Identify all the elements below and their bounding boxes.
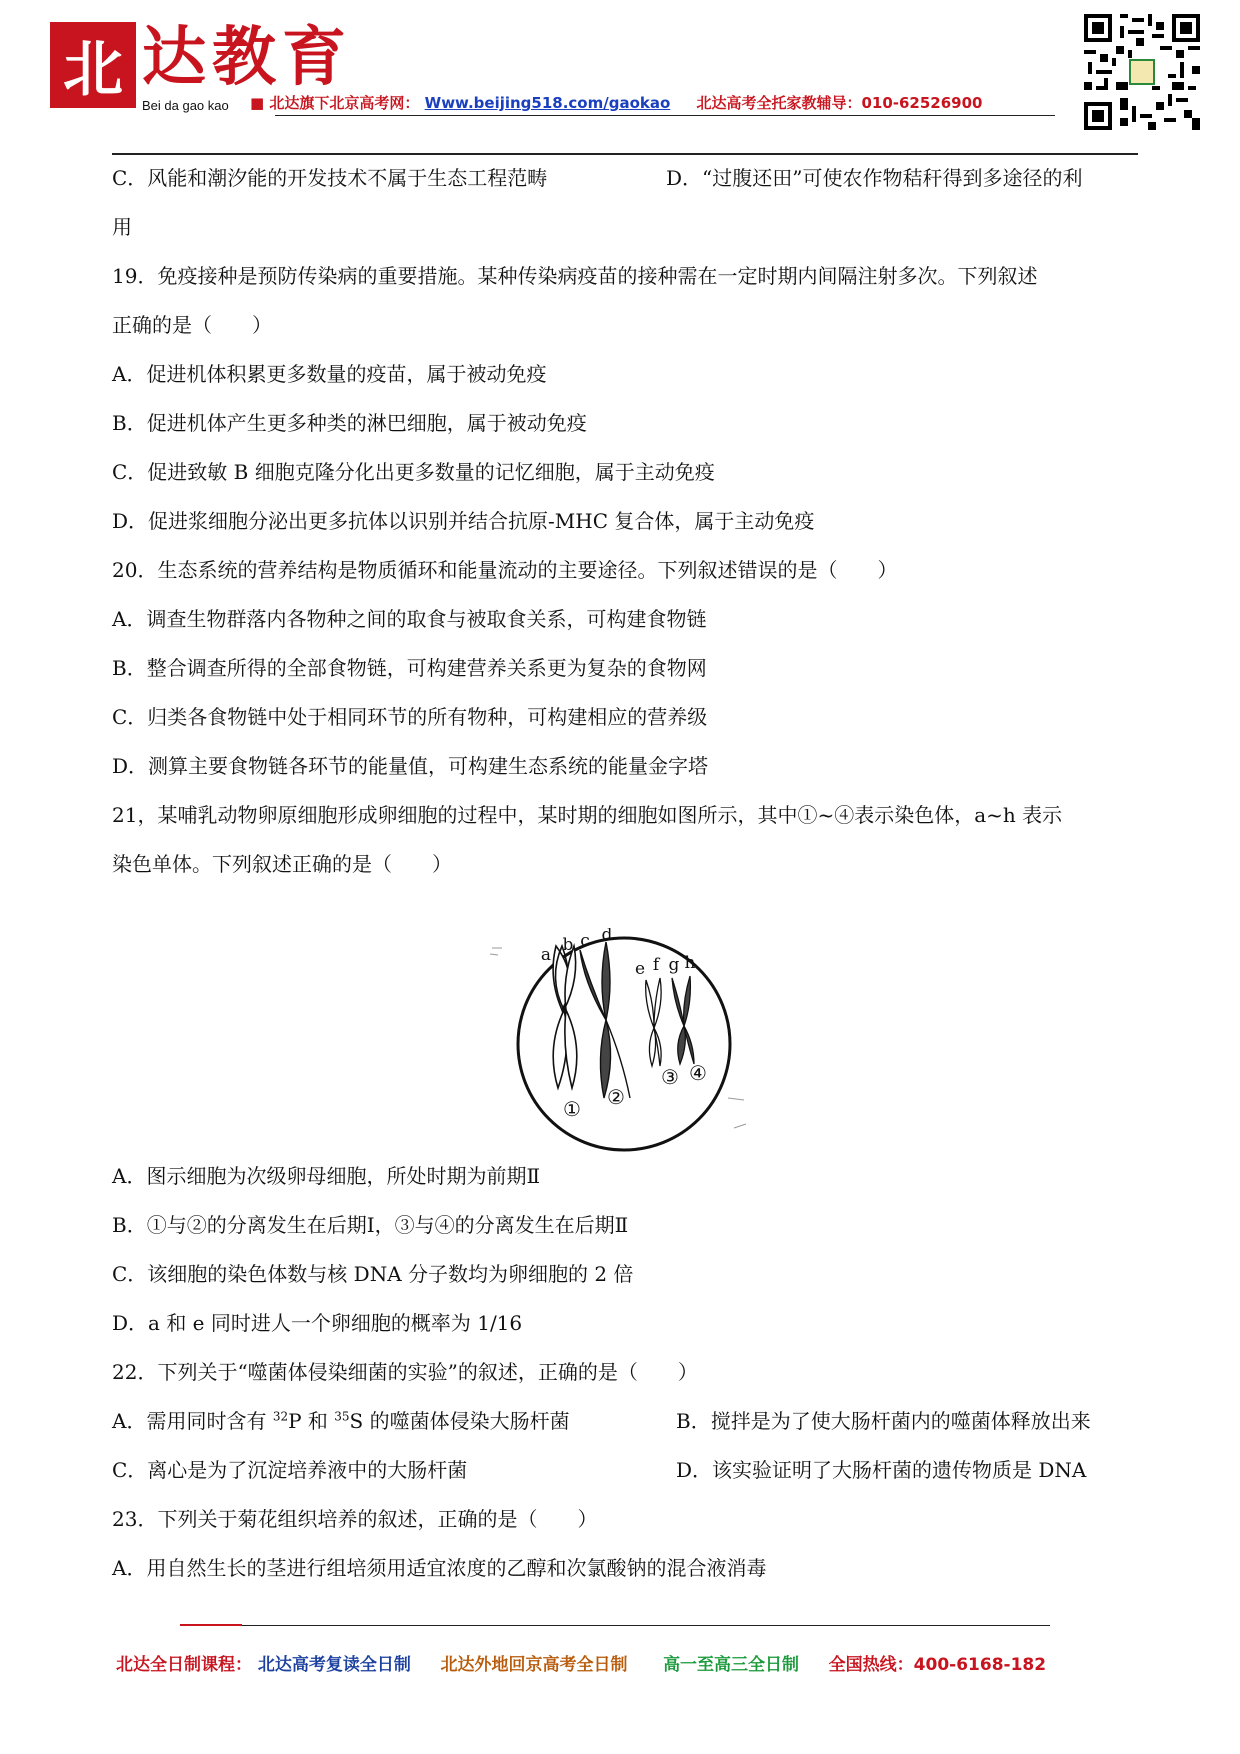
question-20-stem: 20．生态系统的营养结构是物质循环和能量流动的主要途径。下列叙述错误的是（ ）	[112, 558, 898, 582]
chromosome-label-2: ②	[607, 1085, 625, 1109]
question-20-option-c: C．归类各食物链中处于相同环节的所有物种，可构建相应的营养级	[112, 705, 708, 729]
tutor-hotline: 北达高考全托家教辅导：010-62526900	[696, 94, 983, 112]
chromatid-label-c: c	[580, 931, 590, 951]
question-21-option-a: A．图示细胞为次级卵母细胞，所处时期为前期Ⅱ	[112, 1164, 541, 1188]
chromatid-label-d: d	[601, 928, 613, 945]
footer	[116, 1650, 1046, 1675]
chromatid-label-b: b	[562, 935, 574, 955]
question-18-option-c: C．风能和潮汐能的开发技术不属于生态工程范畴	[112, 166, 548, 190]
chromosome-label-1: ①	[563, 1097, 581, 1121]
qr-code-icon	[1084, 14, 1200, 130]
question-22-option-d: D．该实验证明了大肠杆菌的遗传物质是 DNA	[676, 1458, 1087, 1482]
chromatid-label-h: h	[684, 953, 696, 973]
footer-course-return: 北达外地回京高考全日制	[440, 1655, 628, 1675]
question-22-stem: 22．下列关于“噬菌体侵染细菌的实验”的叙述，正确的是（ ）	[112, 1360, 698, 1384]
logo-pinyin: Bei da gao kao	[142, 98, 229, 113]
question-19-stem-cont: 正确的是（ ）	[112, 313, 272, 337]
cell-diagram	[488, 928, 750, 1160]
chromatid-label-a: a	[540, 945, 552, 965]
chromosome-1	[553, 946, 577, 1088]
header-underline	[275, 115, 1055, 116]
question-21-stem: 21，某哺乳动物卵原细胞形成卵细胞的过程中，某时期的细胞如图所示，其中①~④表示染色体，a~h 表示	[112, 803, 1063, 827]
cell-membrane	[518, 938, 730, 1150]
question-23-option-a: A．用自然生长的茎进行组培须用适宜浓度的乙醇和次氯酸钠的混合液消毒	[112, 1556, 767, 1580]
question-21-option-d: D．a 和 e 同时进人一个卵细胞的概率为 1/16	[112, 1311, 523, 1335]
footer-divider	[180, 1625, 1050, 1626]
question-20-option-b: B．整合调查所得的全部食物链，可构建营养关系更为复杂的食物网	[112, 656, 707, 680]
footer-hotline: 全国热线：400-6168-182	[828, 1655, 1047, 1675]
chromatid-label-f: f	[652, 955, 660, 975]
question-22-option-b: B．搅拌是为了使大肠杆菌内的噬菌体释放出来	[676, 1409, 1091, 1433]
chromatid-label-e: e	[634, 959, 646, 979]
question-20-option-d: D．测算主要食物链各环节的能量值，可构建生态系统的能量金字塔	[112, 754, 709, 778]
chromosome-3	[646, 978, 661, 1066]
footer-course-fulltime: 高一至高三全日制	[663, 1655, 800, 1675]
header-divider	[112, 153, 1138, 155]
question-22-option-a: A．需用同时含有 $^{32}$P 和 $^{35}$S 的噬菌体侵染大肠杆菌	[112, 1409, 570, 1433]
question-22-option-c: C．离心是为了沉淀培养液中的大肠杆菌	[112, 1458, 468, 1482]
logo-mark: 北	[50, 22, 136, 108]
question-19-stem: 19．免疫接种是预防传染病的重要措施。某种传染病疫苗的接种需在一定时期内间隔注射多次。下列叙述	[112, 264, 1038, 288]
question-19-option-d: D．促进浆细胞分泌出更多抗体以识别并结合抗原-MHC 复合体，属于主动免疫	[112, 509, 815, 533]
chromosome-4	[672, 976, 694, 1064]
footer-divider-accent	[180, 1624, 242, 1626]
question-21-option-b: B．①与②的分离发生在后期Ⅰ，③与④的分离发生在后期Ⅱ	[112, 1213, 629, 1237]
footer-course-repeat: 北达高考复读全日制	[257, 1655, 411, 1675]
square-bullet-icon: ■	[250, 94, 270, 112]
site-label: 北达旗下北京高考网：	[269, 94, 420, 112]
question-19-option-a: A．促进机体积累更多数量的疫苗，属于被动免疫	[112, 362, 547, 386]
question-21-stem-cont: 染色单体。下列叙述正确的是（ ）	[112, 852, 452, 876]
chromosome-label-4: ④	[689, 1061, 707, 1085]
header-links	[250, 92, 982, 113]
question-21-option-c: C．该细胞的染色体数与核 DNA 分子数均为卵细胞的 2 倍	[112, 1262, 634, 1286]
question-20-option-a: A．调查生物群落内各物种之间的取食与被取食关系，可构建食物链	[112, 607, 707, 631]
chromosome-2	[580, 942, 630, 1098]
footer-courses-label: 北达全日制课程：	[116, 1655, 252, 1675]
question-23-stem: 23．下列关于菊花组织培养的叙述，正确的是（ ）	[112, 1507, 598, 1531]
question-19-option-c: C．促进致敏 B 细胞克隆分化出更多数量的记忆细胞，属于主动免疫	[112, 460, 715, 484]
question-18-option-d-cont: 用	[112, 215, 132, 239]
chromatid-label-g: g	[668, 955, 680, 975]
logo-text: 达教育	[142, 21, 352, 95]
question-18-option-d: D．“过腹还田”可使农作物秸秆得到多途径的利	[666, 166, 1083, 190]
site-link[interactable]: Www.beijing518.com/gaokao	[424, 94, 671, 112]
chromosome-label-3: ③	[661, 1065, 679, 1089]
question-19-option-b: B．促进机体产生更多种类的淋巴细胞，属于被动免疫	[112, 411, 587, 435]
